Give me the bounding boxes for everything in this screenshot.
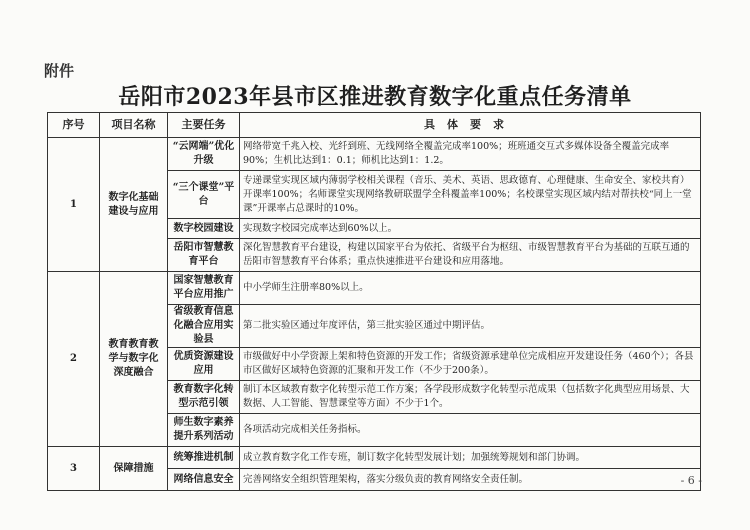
task-name: 统筹推进机制 — [168, 447, 240, 469]
task-requirement: 各项活动完成相关任务指标。 — [240, 414, 701, 447]
task-name: 优质资源建设应用 — [168, 348, 240, 381]
task-name: 岳阳市智慧教育平台 — [168, 239, 240, 272]
task-table — [47, 112, 701, 491]
task-requirement: 专递课堂实现区域内薄弱学校相关课程（音乐、美术、英语、思政德育、心理健康、生命安全、家校共育）开课率100%；名师课堂实现网络教研联盟学全科覆盖率100%；名校课堂实现区域内结对帮扶校“同上一堂课”开课率占总课时的10%。 — [240, 171, 701, 219]
project-name: 数字化基础建设与应用 — [100, 138, 168, 272]
task-requirement: 制订本区域教育数字化转型示范工作方案；各学段形成数字化转型示范成果（包括数字化典型应用场景、大数据、人工智能、智慧课堂等方面）不少于1个。 — [240, 381, 701, 414]
page-number: - 6 - — [680, 474, 702, 487]
table-row — [48, 272, 701, 305]
table-row — [48, 138, 701, 171]
task-requirement: 网络带宽千兆入校、光纤到班、无线网络全覆盖完成率100%；班班通交互式多媒体设备全覆盖完成率90%；生机比达到1：0.1；师机比达到1：1.2。 — [240, 138, 701, 171]
attachment-label: 附件 — [44, 62, 75, 80]
section-number: 1 — [48, 138, 100, 272]
header-requirements: 具体要求 — [240, 113, 701, 138]
task-name: 数字校园建设 — [168, 219, 240, 239]
section-number: 2 — [48, 272, 100, 447]
project-name: 教育教育教学与数字化深度融合 — [100, 272, 168, 447]
task-name: 省级教育信息化融合应用实验县 — [168, 305, 240, 348]
task-name: 教育数字化转型示范引领 — [168, 381, 240, 414]
project-name: 保障措施 — [100, 447, 168, 491]
section-number: 3 — [48, 447, 100, 491]
task-requirement: 完善网络安全组织管理架构，落实分级负责的教育网络安全责任制。 — [240, 469, 701, 491]
task-requirement: 中小学师生注册率80%以上。 — [240, 272, 701, 305]
task-name: “三个课堂”平台 — [168, 171, 240, 219]
task-requirement: 成立教育数字化工作专班，制订数字化转型发展计划；加强统筹规划和部门协调。 — [240, 447, 701, 469]
header-project: 项目名称 — [100, 113, 168, 138]
document-title: 岳阳市2023年县市区推进教育数字化重点任务清单 — [118, 84, 632, 110]
header-no: 序号 — [48, 113, 100, 138]
table-header-row — [48, 113, 701, 138]
task-name: 师生数字素养提升系列活动 — [168, 414, 240, 447]
header-task: 主要任务 — [168, 113, 240, 138]
task-requirement: 市级做好中小学资源上架和特色资源的开发工作；省级资源承建单位完成相应开发建设任务（460个）；各县市区做好区域特色资源的汇聚和开发工作（不少于200条）。 — [240, 348, 701, 381]
task-name: 网络信息安全 — [168, 469, 240, 491]
task-name: 国家智慧教育平台应用推广 — [168, 272, 240, 305]
table-row — [48, 447, 701, 469]
task-requirement: 实现数字校园完成率达到60%以上。 — [240, 219, 701, 239]
task-name: “云网端”优化升级 — [168, 138, 240, 171]
task-requirement: 第二批实验区通过年度评估，第三批实验区通过中期评估。 — [240, 305, 701, 348]
task-requirement: 深化智慧教育平台建设，构建以国家平台为依托、省级平台为枢纽、市级智慧教育平台为基础的互联互通的岳阳市智慧教育平台体系；重点快速推进平台建设和应用落地。 — [240, 239, 701, 272]
